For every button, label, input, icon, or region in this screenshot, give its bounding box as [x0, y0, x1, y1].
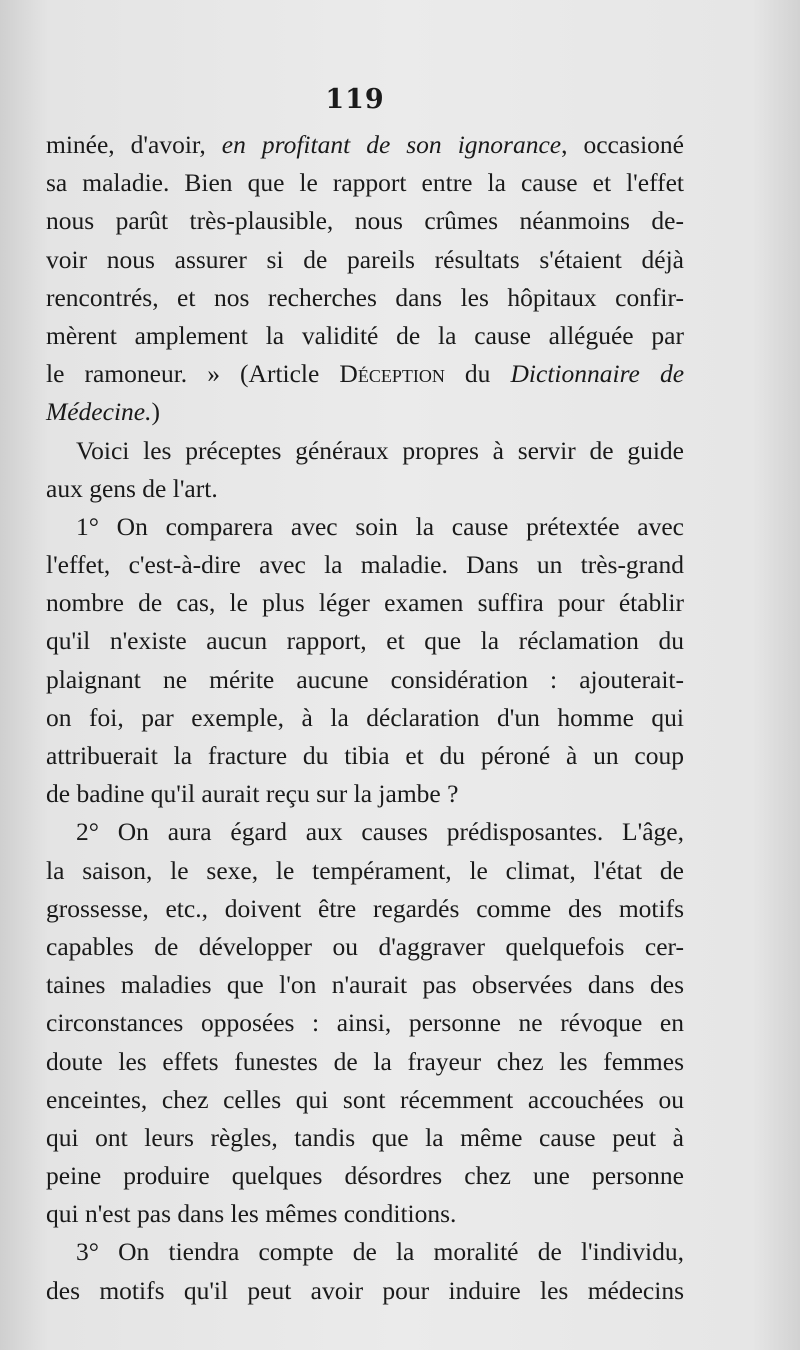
- text-run: de badine qu'il aurait reçu sur la jambe ?: [46, 779, 459, 809]
- text-run: sa maladie. Bien que le rapport entre la cause et l'effet: [46, 168, 684, 198]
- text-run: du: [444, 359, 511, 389]
- text-run: qu'il n'existe aucun rapport, et que la réclamation du: [46, 626, 684, 656]
- text-line: [46, 622, 684, 660]
- text-run: mèrent amplement la validité de la cause alléguée par: [46, 320, 684, 350]
- text-line: [46, 1233, 684, 1271]
- text-line: [46, 470, 684, 508]
- text-line: [46, 432, 684, 470]
- text-run: l'effet, c'est-à-dire avec la maladie. Dans un très-grand: [46, 550, 684, 580]
- text-run: le ramoneur. » (Article: [46, 359, 340, 389]
- text-run: aux gens de l'art.: [46, 473, 218, 503]
- text-line: [46, 928, 684, 966]
- text-line: [46, 508, 684, 546]
- text-line: [46, 775, 684, 813]
- text-run: voir nous assurer si de pareils résultats s'étaient déjà: [46, 244, 684, 274]
- text-run: nombre de cas, le plus léger examen suffira pour établir: [46, 588, 684, 618]
- text-line: [46, 737, 684, 775]
- text-run: doute les effets funestes de la frayeur chez les femmes: [46, 1046, 684, 1076]
- text-line: [46, 164, 684, 202]
- text-line: [46, 393, 684, 431]
- text-line: [46, 279, 684, 317]
- text-run: on foi, par exemple, à la déclaration d'un homme qui: [46, 702, 684, 732]
- page-number: 119: [325, 84, 385, 115]
- text-run: circonstances opposées : ainsi, personne ne révoque en: [46, 1008, 684, 1038]
- text-line: [46, 966, 684, 1004]
- text-run: qui ont leurs règles, tandis que la même cause peut à: [46, 1122, 684, 1152]
- text-line: [46, 1081, 684, 1119]
- text-run: attribuerait la fracture du tibia et du péroné à un coup: [46, 741, 684, 770]
- text-run: 1° On comparera avec soin la cause prétextée avec: [76, 511, 684, 541]
- text-run: des motifs qu'il peut avoir pour induire les médecins: [46, 1275, 684, 1305]
- text-line: [46, 317, 684, 355]
- italic-text: Médecine.: [46, 397, 152, 427]
- text-line: [46, 126, 684, 164]
- text-line: [46, 355, 684, 393]
- text-run: capables de développer ou d'aggraver quelquefois cer-: [46, 931, 684, 961]
- text-run: nous parût très-plausible, nous crûmes néanmoins de-: [46, 206, 684, 236]
- text-run: ): [151, 397, 160, 427]
- text-line: [46, 241, 684, 279]
- text-line: [46, 1157, 684, 1195]
- text-line: [46, 890, 684, 928]
- text-line: [46, 699, 684, 737]
- text-line: [46, 1043, 684, 1081]
- text-line: [46, 852, 684, 890]
- text-run: qui n'est pas dans les mêmes conditions.: [46, 1199, 457, 1229]
- text-line: [46, 1195, 684, 1233]
- text-run: plaignant ne mérite aucune considération : ajouterait-: [46, 664, 684, 694]
- small-caps-text: Déception: [339, 359, 445, 389]
- italic-text: Dictionnaire de: [510, 359, 685, 389]
- text-line: [46, 546, 684, 584]
- text-run: Voici les préceptes généraux propres à servir de guide: [76, 435, 684, 465]
- text-run: la saison, le sexe, le tempérament, le climat, l'état de: [46, 855, 684, 885]
- text-run: , occasioné: [561, 130, 685, 159]
- italic-text: en profitant de son ignorance: [221, 130, 562, 159]
- text-run: enceintes, chez celles qui sont récemment accouchées ou: [46, 1084, 684, 1114]
- text-line: [46, 202, 684, 240]
- text-run: minée, d'avoir,: [46, 130, 222, 159]
- text-line: [46, 661, 684, 699]
- text-line: [46, 1004, 684, 1042]
- text-run: taines maladies que l'on n'aurait pas observées dans des: [46, 970, 684, 1000]
- text-line: [46, 813, 684, 851]
- text-line: [46, 1272, 684, 1310]
- text-run: 3° On tiendra compte de la moralité de l'individu,: [76, 1237, 684, 1267]
- body-text: [46, 126, 684, 1310]
- text-run: rencontrés, et nos recherches dans les hôpitaux confir-: [46, 282, 684, 312]
- text-line: [46, 584, 684, 622]
- text-run: grossesse, etc., doivent être regardés comme des motifs: [46, 893, 684, 923]
- text-run: 2° On aura égard aux causes prédisposantes. L'âge,: [76, 817, 684, 847]
- text-line: [46, 1119, 684, 1157]
- text-run: peine produire quelques désordres chez une personne: [46, 1161, 684, 1191]
